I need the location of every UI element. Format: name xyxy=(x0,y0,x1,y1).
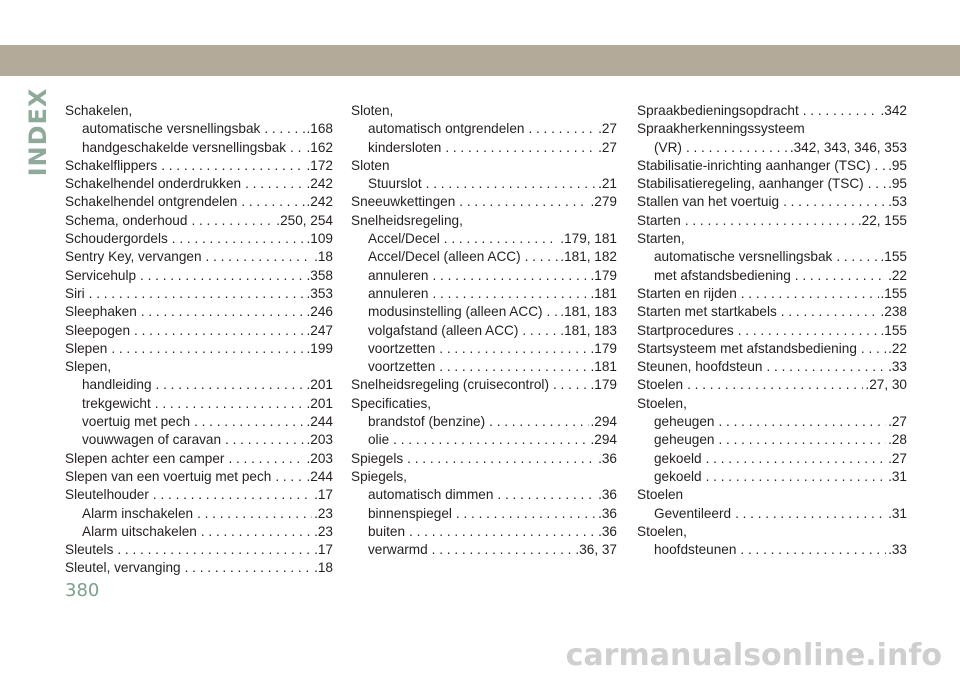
index-entry xyxy=(65,267,333,285)
entry-page-ref: .22 xyxy=(888,267,907,283)
entry-page-ref: .31 xyxy=(888,468,907,484)
entry-term: Slepen van een voertuig met pech xyxy=(65,468,272,484)
entry-page-ref: .36 xyxy=(598,523,617,539)
index-column-2 xyxy=(351,102,617,559)
entry-term: Alarm uitschakelen xyxy=(82,523,197,539)
entry-term: Geventileerd xyxy=(654,505,732,521)
entry-term: Siri xyxy=(65,285,85,301)
entry-term: Spiegels, xyxy=(351,468,407,484)
index-column-1 xyxy=(65,102,333,578)
entry-page-ref: .201 xyxy=(306,395,333,411)
index-entry xyxy=(351,267,617,285)
index-entry xyxy=(65,139,333,157)
index-entry xyxy=(351,413,617,431)
entry-page-ref: .155 xyxy=(880,285,907,301)
dot-leader xyxy=(455,193,588,211)
index-entry xyxy=(637,322,907,340)
index-column-3 xyxy=(637,102,907,559)
entry-page-ref: .36 xyxy=(598,505,617,521)
dot-leader xyxy=(260,120,304,138)
entry-page-ref: .23 xyxy=(314,523,333,539)
entry-page-ref: .181 xyxy=(590,285,617,301)
index-entry xyxy=(65,120,333,138)
dot-leader xyxy=(734,322,879,340)
entry-term: Stoelen xyxy=(637,487,684,503)
entry-term: Sloten xyxy=(351,157,390,173)
dot-leader xyxy=(152,376,305,394)
entry-term: Steunen, hoofdsteun xyxy=(637,359,763,375)
entry-page-ref: .18 xyxy=(314,249,333,265)
index-entry xyxy=(65,175,333,193)
dot-leader xyxy=(714,413,886,431)
entry-page-ref: .181 xyxy=(590,359,617,375)
entry-term: Snelheidsregeling (cruisecontrol) xyxy=(351,377,549,393)
entry-page-ref: .358 xyxy=(306,267,333,283)
index-entry xyxy=(351,395,617,413)
index-entry xyxy=(65,395,333,413)
dot-leader xyxy=(286,139,304,157)
dot-leader xyxy=(832,248,878,266)
entry-term: Sneeuwkettingen xyxy=(351,194,456,210)
entry-term: modusinstelling (alleen ACC) xyxy=(368,304,543,320)
entry-term: Snelheidsregeling, xyxy=(351,212,463,228)
entry-term: Accel/Decel xyxy=(368,231,440,247)
entry-page-ref: .199 xyxy=(306,340,333,356)
dot-leader xyxy=(762,358,886,376)
index-entry xyxy=(637,267,907,285)
entry-term: Schakelflippers xyxy=(65,157,158,173)
entry-page-ref: .27, 30 xyxy=(865,377,907,393)
entry-term: Stoelen, xyxy=(637,395,687,411)
dot-leader xyxy=(452,505,596,523)
index-entry xyxy=(65,322,333,340)
entry-term: Sleutels xyxy=(65,542,114,558)
entry-term: Sleutelhouder xyxy=(65,487,149,503)
index-entry xyxy=(65,431,333,449)
header-bar xyxy=(0,45,960,76)
page-number: 380 xyxy=(65,580,100,601)
entry-term: Specificaties, xyxy=(351,395,432,411)
entry-term: Stabilisatieregeling, aanhanger (TSC) xyxy=(637,176,864,192)
entry-page-ref: .342, 343, 346, 353 xyxy=(789,139,907,155)
dot-leader xyxy=(190,413,304,431)
dot-leader xyxy=(779,193,886,211)
entry-page-ref: .36 xyxy=(598,450,617,466)
entry-page-ref: .22 xyxy=(888,340,907,356)
entry-term: Starten en rijden xyxy=(637,285,737,301)
index-entry xyxy=(637,248,907,266)
index-entry xyxy=(65,248,333,266)
dot-leader xyxy=(681,212,856,230)
entry-page-ref: .246 xyxy=(306,304,333,320)
entry-term: Sentry Key, vervangen xyxy=(65,249,202,265)
dot-leader xyxy=(403,450,596,468)
entry-term: Spraakbedieningsopdracht xyxy=(637,103,799,118)
entry-term: volgafstand (alleen ACC) xyxy=(368,322,519,338)
dot-leader xyxy=(543,303,559,321)
index-entry xyxy=(65,212,333,230)
entry-term: Starten xyxy=(637,212,681,228)
dot-leader xyxy=(107,340,304,358)
index-entry xyxy=(637,120,907,138)
entry-term: Stoelen xyxy=(637,377,684,393)
entry-page-ref: .179, 181 xyxy=(560,231,617,247)
entry-term: kindersloten xyxy=(368,139,442,155)
entry-term: met afstandsbediening xyxy=(654,267,791,283)
index-entry xyxy=(637,157,907,175)
entry-page-ref: .23 xyxy=(314,505,333,521)
index-entry xyxy=(351,505,617,523)
index-entry xyxy=(351,157,617,175)
entry-term: gekoeld xyxy=(654,450,702,466)
index-entry xyxy=(637,102,907,120)
index-entry xyxy=(65,230,333,248)
entry-page-ref: .181, 183 xyxy=(560,322,617,338)
dot-leader xyxy=(737,285,879,303)
index-entry xyxy=(65,541,333,559)
dot-leader xyxy=(702,450,886,468)
entry-page-ref: .181, 183 xyxy=(560,304,617,320)
entry-page-ref: .17 xyxy=(314,487,333,503)
dot-leader xyxy=(181,559,312,577)
dot-leader xyxy=(157,157,304,175)
entry-term: Stuurslot xyxy=(368,176,422,192)
entry-page-ref: .294 xyxy=(590,432,617,448)
index-entry xyxy=(351,523,617,541)
dot-leader xyxy=(435,340,588,358)
dot-leader xyxy=(682,139,788,157)
index-entry xyxy=(65,358,333,376)
dot-leader xyxy=(168,230,305,248)
dot-leader xyxy=(857,340,886,358)
entry-page-ref: .201 xyxy=(306,377,333,393)
index-entry xyxy=(351,120,617,138)
index-entry xyxy=(65,376,333,394)
dot-leader xyxy=(870,157,886,175)
dot-leader xyxy=(130,322,305,340)
dot-leader xyxy=(422,175,596,193)
entry-page-ref: .179 xyxy=(590,377,617,393)
index-entry xyxy=(65,450,333,468)
dot-leader xyxy=(440,230,559,248)
entry-term: Spraakherkenningssysteem xyxy=(637,121,805,137)
index-entry xyxy=(637,193,907,211)
entry-term: Sleutel, vervanging xyxy=(65,560,181,576)
dot-leader xyxy=(389,431,588,449)
dot-leader xyxy=(485,413,588,431)
entry-page-ref: .242 xyxy=(306,176,333,192)
dot-leader xyxy=(777,303,879,321)
entry-term: Spiegels xyxy=(351,450,404,466)
index-entry xyxy=(637,486,907,504)
entry-term: Slepen, xyxy=(65,359,112,375)
index-entry xyxy=(351,139,617,157)
entry-term: geheugen xyxy=(654,432,715,448)
entry-page-ref: .27 xyxy=(598,121,617,137)
dot-leader xyxy=(702,468,886,486)
dot-leader xyxy=(736,541,886,559)
entry-page-ref: .181, 182 xyxy=(560,249,617,265)
entry-term: Sloten, xyxy=(351,103,394,118)
index-tab-label: INDEX xyxy=(24,87,52,177)
index-entry xyxy=(351,285,617,303)
entry-term: Slepen achter een camper xyxy=(65,450,225,466)
index-entry xyxy=(637,175,907,193)
index-entry xyxy=(637,395,907,413)
entry-term: gekoeld xyxy=(654,468,702,484)
entry-page-ref: .353 xyxy=(306,285,333,301)
entry-page-ref: .179 xyxy=(590,267,617,283)
dot-leader xyxy=(521,248,559,266)
entry-term: Sleepogen xyxy=(65,322,131,338)
entry-term: Schakelhendel ontgrendelen xyxy=(65,194,238,210)
dot-leader xyxy=(271,468,304,486)
entry-term: voortzetten xyxy=(368,340,436,356)
index-entry xyxy=(65,505,333,523)
entry-term: Schoudergordels xyxy=(65,231,168,247)
index-entry xyxy=(65,559,333,577)
entry-term: Accel/Decel (alleen ACC) xyxy=(368,249,521,265)
index-entry xyxy=(351,486,617,504)
index-entry xyxy=(351,541,617,559)
entry-page-ref: .109 xyxy=(306,231,333,247)
entry-page-ref: .203 xyxy=(306,450,333,466)
dot-leader xyxy=(791,267,886,285)
dot-leader xyxy=(193,505,312,523)
index-side-tab xyxy=(24,87,52,177)
index-entry xyxy=(351,431,617,449)
dot-leader xyxy=(441,139,596,157)
entry-term: Sleephaken xyxy=(65,304,137,320)
entry-term: Startprocedures xyxy=(637,322,734,338)
index-entry xyxy=(637,340,907,358)
entry-term: Schema, onderhoud xyxy=(65,212,188,228)
entry-page-ref: .27 xyxy=(888,414,907,430)
index-entry xyxy=(637,523,907,541)
entry-term: automatische versnellingsbak xyxy=(82,121,261,137)
entry-term: Starten, xyxy=(637,231,685,247)
dot-leader xyxy=(224,450,304,468)
entry-page-ref: .179 xyxy=(590,340,617,356)
entry-term: Startsysteem met afstandsbediening xyxy=(637,340,857,356)
entry-page-ref: .95 xyxy=(888,157,907,173)
entry-page-ref: .172 xyxy=(306,157,333,173)
index-entry xyxy=(637,303,907,321)
entry-page-ref: .53 xyxy=(888,194,907,210)
entry-term: Slepen xyxy=(65,340,108,356)
index-entry xyxy=(351,340,617,358)
index-entry xyxy=(351,322,617,340)
entry-page-ref: .36 xyxy=(598,487,617,503)
index-entry xyxy=(637,285,907,303)
entry-page-ref: .244 xyxy=(306,468,333,484)
entry-term: Starten met startkabels xyxy=(637,304,777,320)
entry-page-ref: .31 xyxy=(888,505,907,521)
index-entry xyxy=(637,212,907,230)
dot-leader xyxy=(202,248,313,266)
entry-term: handgeschakelde versnellingsbak xyxy=(82,139,287,155)
entry-term: Schakelhendel onderdrukken xyxy=(65,176,242,192)
entry-term: voortzetten xyxy=(368,359,436,375)
entry-term: Schakelen, xyxy=(65,103,133,118)
dot-leader xyxy=(405,523,596,541)
index-entry xyxy=(351,358,617,376)
entry-term: voertuig met pech xyxy=(82,414,191,430)
entry-term: Stallen van het voertuig xyxy=(637,194,780,210)
dot-leader xyxy=(241,175,304,193)
dot-leader xyxy=(85,285,305,303)
index-entry xyxy=(351,230,617,248)
index-entry xyxy=(637,431,907,449)
entry-page-ref: .28 xyxy=(888,432,907,448)
dot-leader xyxy=(428,267,588,285)
entry-page-ref: .33 xyxy=(888,542,907,558)
index-entry xyxy=(637,541,907,559)
index-entry xyxy=(65,102,333,120)
entry-page-ref: .36, 37 xyxy=(575,542,617,558)
index-entry xyxy=(65,340,333,358)
dot-leader xyxy=(187,212,274,230)
entry-term: handleiding xyxy=(82,377,152,393)
index-entry xyxy=(637,468,907,486)
index-entry xyxy=(65,157,333,175)
entry-page-ref: .294 xyxy=(590,414,617,430)
entry-page-ref: .279 xyxy=(590,194,617,210)
dot-leader xyxy=(197,523,312,541)
entry-term: binnenspiegel xyxy=(368,505,452,521)
dot-leader xyxy=(428,285,588,303)
dot-leader xyxy=(136,267,305,285)
index-entry xyxy=(637,230,907,248)
dot-leader xyxy=(435,358,588,376)
dot-leader xyxy=(237,193,304,211)
index-entry xyxy=(637,376,907,394)
index-entry xyxy=(637,450,907,468)
watermark-area xyxy=(0,636,960,678)
watermark-text: carmanualsonline.info xyxy=(565,638,942,673)
index-entry xyxy=(65,413,333,431)
index-entry xyxy=(351,212,617,230)
entry-page-ref: .250, 254 xyxy=(276,212,333,228)
entry-term: annuleren xyxy=(368,285,429,301)
dot-leader xyxy=(683,376,863,394)
index-entry xyxy=(351,175,617,193)
index-entry xyxy=(637,413,907,431)
entry-term: annuleren xyxy=(368,267,429,283)
entry-page-ref: .33 xyxy=(888,359,907,375)
entry-page-ref: .27 xyxy=(598,139,617,155)
index-entry xyxy=(351,193,617,211)
index-entry xyxy=(351,303,617,321)
entry-page-ref: .244 xyxy=(306,414,333,430)
entry-page-ref: .155 xyxy=(880,322,907,338)
entry-term: (VR) xyxy=(654,139,682,155)
entry-page-ref: .22, 155 xyxy=(857,212,907,228)
dot-leader xyxy=(731,505,886,523)
entry-page-ref: .342 xyxy=(880,103,907,118)
entry-page-ref: .242 xyxy=(306,194,333,210)
entry-page-ref: .203 xyxy=(306,432,333,448)
index-entry xyxy=(351,102,617,120)
entry-term: hoofdsteunen xyxy=(654,542,737,558)
entry-term: verwarmd xyxy=(368,542,428,558)
dot-leader xyxy=(221,431,304,449)
dot-leader xyxy=(149,486,312,504)
index-entry xyxy=(65,523,333,541)
dot-leader xyxy=(137,303,305,321)
index-entry xyxy=(65,285,333,303)
index-entry xyxy=(637,358,907,376)
entry-page-ref: .247 xyxy=(306,322,333,338)
entry-page-ref: .155 xyxy=(880,249,907,265)
index-entry xyxy=(637,139,907,157)
dot-leader xyxy=(428,541,574,559)
entry-term: automatisch dimmen xyxy=(368,487,494,503)
entry-term: automatische versnellingsbak xyxy=(654,249,833,265)
index-entry xyxy=(351,468,617,486)
dot-leader xyxy=(518,322,558,340)
entry-page-ref: .238 xyxy=(880,304,907,320)
entry-page-ref: .168 xyxy=(306,121,333,137)
dot-leader xyxy=(113,541,312,559)
entry-term: trekgewicht xyxy=(82,395,151,411)
entry-page-ref: .21 xyxy=(598,176,617,192)
index-entry xyxy=(65,303,333,321)
dot-leader xyxy=(524,120,596,138)
entry-page-ref: .162 xyxy=(306,139,333,155)
index-entry xyxy=(65,486,333,504)
entry-term: Alarm inschakelen xyxy=(82,505,194,521)
dot-leader xyxy=(799,102,879,120)
index-entry xyxy=(351,248,617,266)
entry-term: automatisch ontgrendelen xyxy=(368,121,525,137)
header-band xyxy=(0,0,960,76)
entry-term: Stabilisatie-inrichting aanhanger (TSC) xyxy=(637,157,871,173)
index-entry xyxy=(637,505,907,523)
dot-leader xyxy=(151,395,305,413)
entry-page-ref: .95 xyxy=(888,176,907,192)
entry-term: olie xyxy=(368,432,390,448)
dot-leader xyxy=(864,175,886,193)
index-entry xyxy=(351,376,617,394)
entry-term: geheugen xyxy=(654,414,715,430)
index-entry xyxy=(351,450,617,468)
entry-page-ref: .27 xyxy=(888,450,907,466)
entry-page-ref: .18 xyxy=(314,560,333,576)
dot-leader xyxy=(549,376,589,394)
entry-term: Servicehulp xyxy=(65,267,137,283)
entry-term: Stoelen, xyxy=(637,523,687,539)
dot-leader xyxy=(714,431,886,449)
entry-term: buiten xyxy=(368,523,406,539)
index-entry xyxy=(65,468,333,486)
entry-term: vouwwagen of caravan xyxy=(82,432,222,448)
entry-term: brandstof (benzine) xyxy=(368,414,486,430)
dot-leader xyxy=(493,486,596,504)
entry-page-ref: .17 xyxy=(314,542,333,558)
index-entry xyxy=(65,193,333,211)
